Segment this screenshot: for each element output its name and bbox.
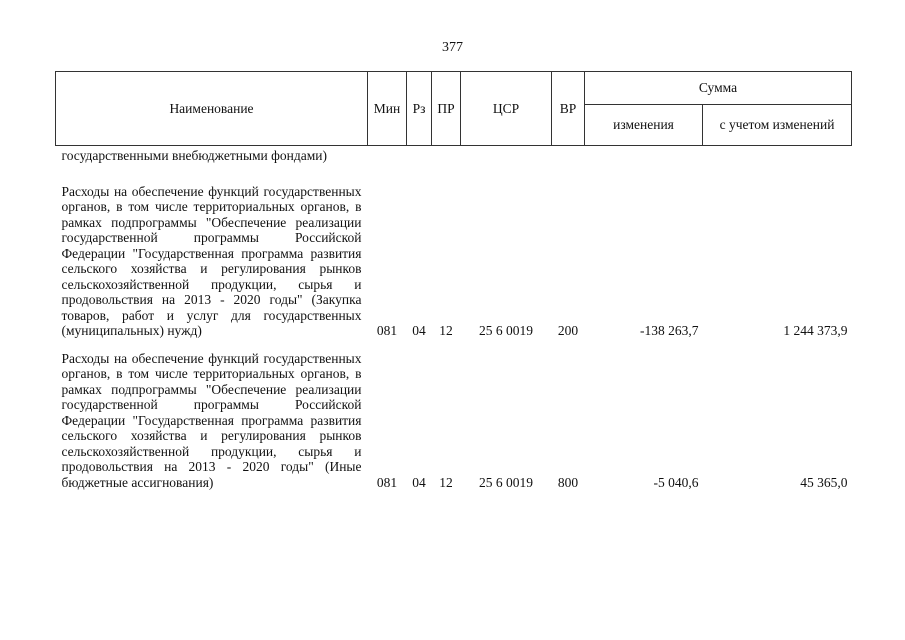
row-change: -5 040,6 <box>653 474 699 490</box>
continuation-text: государственными внебюджетными фондами) <box>61 148 328 163</box>
row-name: Расходы на обеспечение функций государственных органов, в том числе территориальных органов, в рамках подпрограммы "Обеспечение реализации государственной программы Российской Федерации "Государственная программа развития сельского хозяйства и регулирования рынков сельскохозяйственной продукции, сырья и продовольствия на 2013 - 2020 годы" (Закупка товаров, работ и услуг для государственных (муниципальных) нужд) <box>61 183 362 338</box>
header-pr: ПР <box>432 72 461 146</box>
budget-table <box>55 71 852 490</box>
row-csr: 25 6 0019 <box>479 474 533 490</box>
header-rz: Рз <box>407 72 432 146</box>
row-name: Расходы на обеспечение функций государственных органов, в том числе территориальных органов, в рамках подпрограммы "Обеспечение реализации государственной программы Российской Федерации "Государственная программа развития сельского хозяйства и регулирования рынков сельскохозяйственной продукции, сырья и продовольствия на 2013 - 2020 годы" (Иные бюджетные ассигнования) <box>61 350 362 490</box>
row-with-change: 45 365,0 <box>800 474 848 490</box>
row-change: -138 263,7 <box>640 323 699 338</box>
header-name: Наименование <box>56 72 368 146</box>
header-change: изменения <box>585 105 703 146</box>
row-vr: 200 <box>557 323 579 338</box>
row-csr: 25 6 0019 <box>479 323 533 338</box>
row-pr: 12 <box>439 474 453 490</box>
row-min: 081 <box>376 323 398 338</box>
header-vr: ВР <box>552 72 585 146</box>
row-with-change: 1 244 373,9 <box>783 323 848 338</box>
header-with-change: с учетом изменений <box>703 105 852 146</box>
row-rz: 04 <box>412 474 426 490</box>
row-min: 081 <box>376 474 398 490</box>
header-sum: Сумма <box>585 72 852 105</box>
row-rz: 04 <box>412 323 426 338</box>
header-csr: ЦСР <box>461 72 552 146</box>
continuation-row <box>56 146 852 164</box>
header-min: Мин <box>368 72 407 146</box>
row-vr: 800 <box>557 474 579 490</box>
table-row <box>56 184 852 339</box>
row-pr: 12 <box>439 323 453 338</box>
table-row <box>56 351 852 491</box>
page-number: 377 <box>442 40 463 55</box>
